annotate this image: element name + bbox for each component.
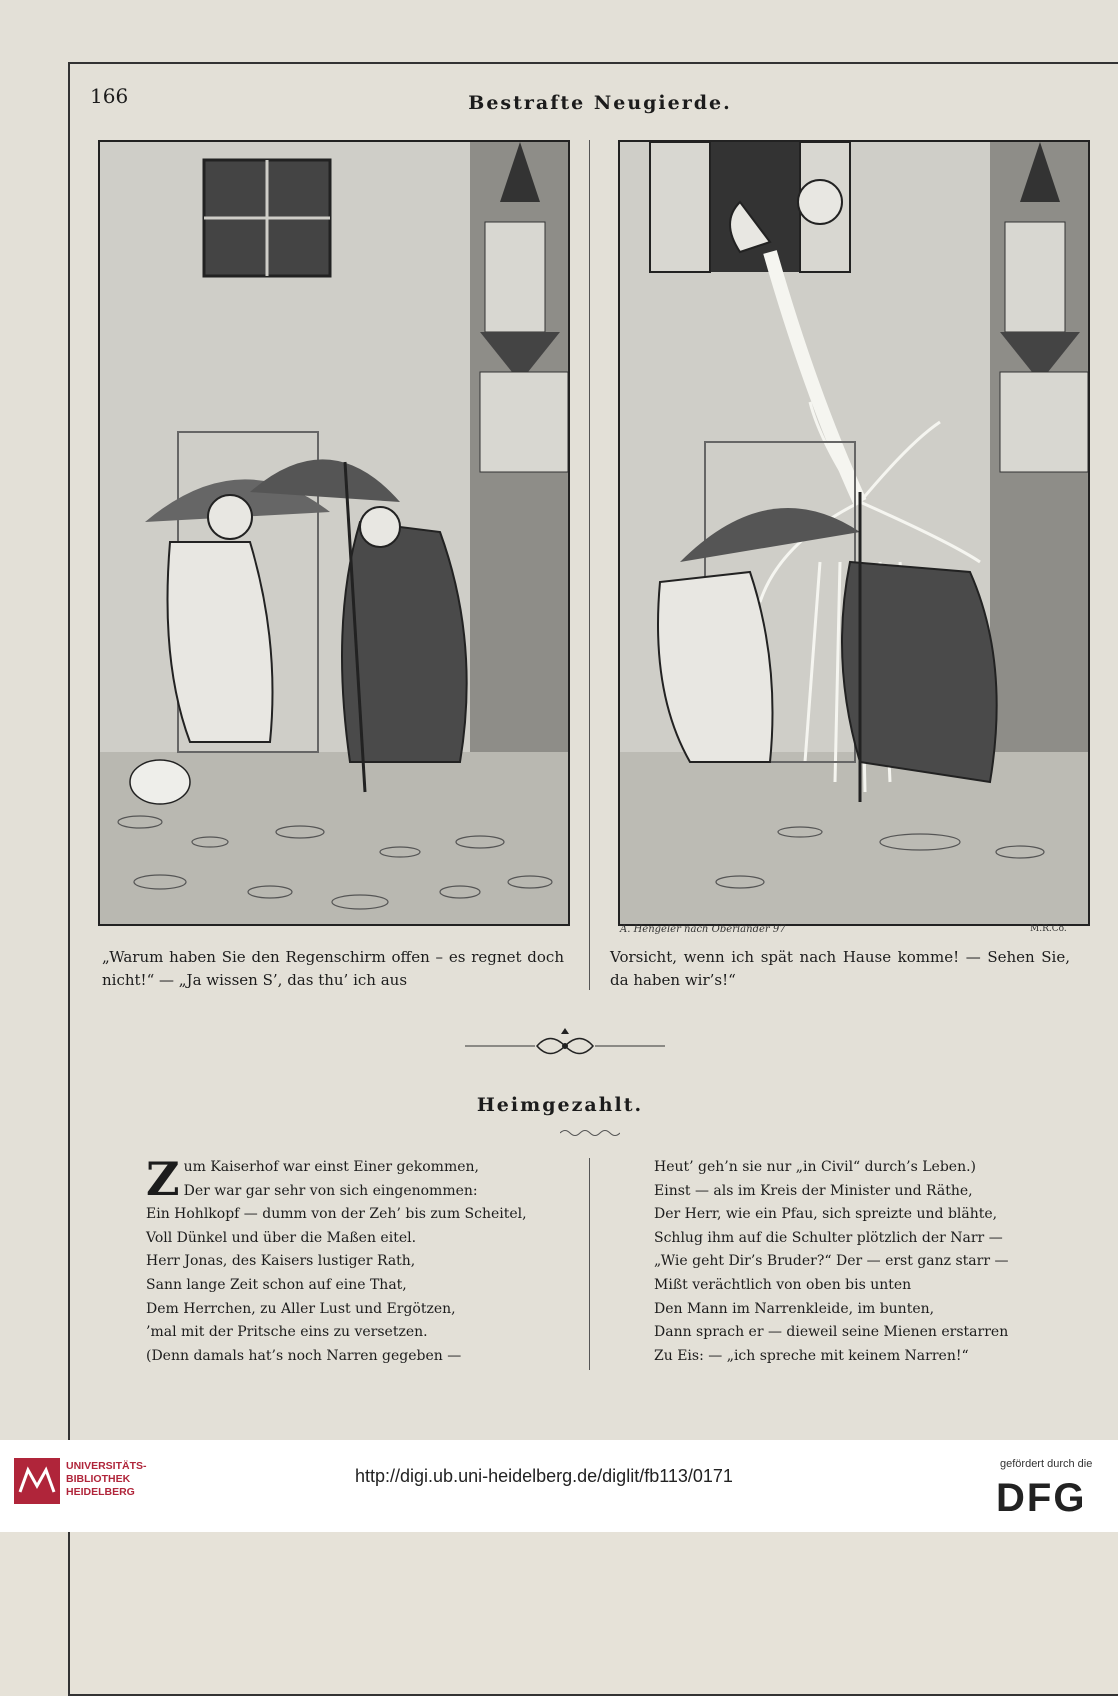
poem-right-column <box>654 1156 1008 1368</box>
viewer-footer <box>0 1440 1118 1532</box>
poem-line: ’mal mit der Pritsche eins zu versetzen. <box>146 1324 428 1341</box>
poem-line: Dem Herrchen, zu Aller Lust und Ergötzen, <box>146 1300 456 1317</box>
illustration-left-drawing <box>100 142 568 924</box>
page-number: 166 <box>90 84 129 108</box>
artist-signature: A. Hengeler nach Oberländer 97 <box>620 924 786 935</box>
poem-line: Der war gar sehr von sich eingenommen: <box>183 1182 478 1199</box>
institution-name[interactable] <box>66 1460 147 1499</box>
poem-title-flourish <box>560 1128 620 1138</box>
caption-right: Vorsicht, wenn ich spät nach Hause komme! — Sehen Sie, da haben wir’s!“ <box>610 948 1070 989</box>
poem-line: „Wie geht Dir’s Bruder?“ Der — erst ganz starr — <box>654 1253 1009 1270</box>
printer-mark: M.R.Co. <box>1030 924 1067 934</box>
caption-left: „Warum haben Sie den Regenschirm offen – es regnet doch nicht!“ — „Ja wissen S’, das thu’ ich aus <box>102 948 564 989</box>
poem-line: Mißt verächtlich von oben bis unten <box>654 1276 912 1293</box>
poem-line: Heut’ geh’n sie nur „in Civil“ durch’s Leben.) <box>654 1159 977 1175</box>
illustration-right <box>618 140 1090 926</box>
poem-line: Voll Dünkel und über die Maßen eitel. <box>146 1229 417 1246</box>
poem-line: (Denn damals hat’s noch Narren gegeben — <box>146 1347 462 1364</box>
document-url-link[interactable]: http://digi.ub.uni-heidelberg.de/diglit/fb113/0171 <box>355 1466 733 1486</box>
poem-line: Dann sprach er — dieweil seine Mienen erstarren <box>654 1324 1009 1341</box>
poem-title: Heimgezahlt. <box>476 1094 644 1116</box>
page-title: Bestrafte Neugierde. <box>468 92 732 114</box>
illustration-right-drawing <box>620 142 1088 924</box>
poem-column-divider <box>589 1158 590 1370</box>
institution-line: HEIDELBERG <box>66 1486 135 1498</box>
institution-line: UNIVERSITÄTS- <box>66 1460 147 1472</box>
poem-dropcap: Z <box>146 1152 180 1206</box>
poem-line: um Kaiserhof war einst Einer gekommen, <box>183 1159 479 1175</box>
illustration-left <box>98 140 570 926</box>
university-logo-icon[interactable] <box>14 1458 60 1504</box>
ornament-divider <box>465 1026 665 1066</box>
poem-line: Der Herr, wie ein Pfau, sich spreizte und blähte, <box>654 1206 998 1223</box>
poem-line: Sann lange Zeit schon auf eine That, <box>146 1276 407 1293</box>
funding-label: gefördert durch die <box>1000 1458 1093 1470</box>
institution-line: BIBLIOTHEK <box>66 1473 131 1485</box>
column-divider <box>589 140 590 990</box>
poem-line: Den Mann im Narrenkleide, im bunten, <box>654 1300 935 1317</box>
poem-line: Herr Jonas, des Kaisers lustiger Rath, <box>146 1253 416 1270</box>
dfg-logo[interactable]: DFG <box>996 1476 1087 1520</box>
poem-line: Zu Eis: — „ich spreche mit keinem Narren!“ <box>654 1347 969 1364</box>
poem-line: Einst — als im Kreis der Minister und Räthe, <box>654 1182 973 1199</box>
poem-left-column <box>146 1152 527 1368</box>
poem-line: Ein Hohlkopf — dumm von der Zeh’ bis zum Scheitel, <box>146 1206 527 1223</box>
poem-line: Schlug ihm auf die Schulter plötzlich der Narr — <box>654 1229 1003 1246</box>
